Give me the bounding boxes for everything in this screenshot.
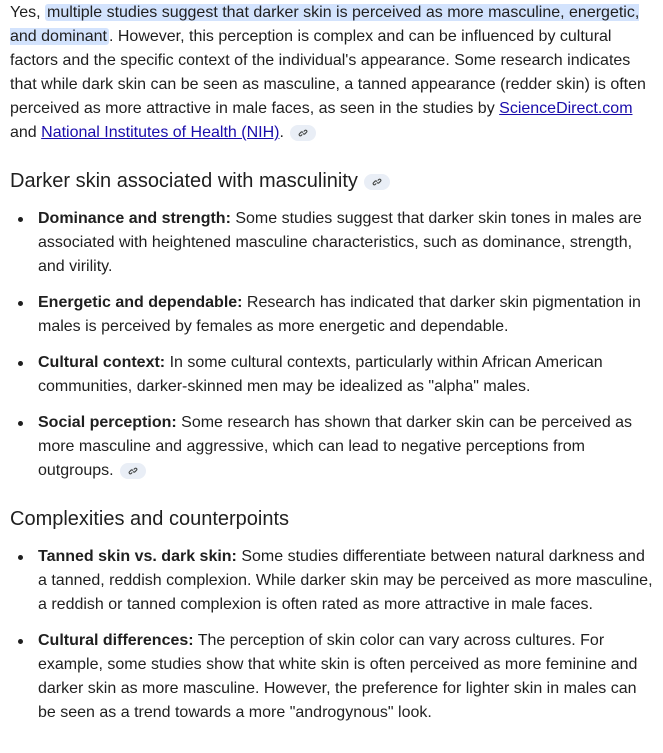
section-heading-complexities: Complexities and counterpoints [10, 508, 290, 530]
bullet [18, 217, 23, 222]
intro-body: . However, this perception is complex and can be influenced by cultural factors and the specific context of the individual's appearance. Some research indicates that while dark skin can be seen as masculine, a tanned appearance (redder skin) is often perceived as more attractive in male faces, as seen in the studies by [10, 28, 646, 117]
list-item [10, 545, 653, 617]
intro-highlight: multiple studies suggest that darker skin is perceived as more masculine, energetic, and dominant [10, 4, 640, 45]
sciencedirect-link[interactable]: ScienceDirect.com [499, 100, 633, 117]
complexities-list [10, 545, 653, 725]
item-text: Some studies suggest that darker skin tones in males are associated with heightened masculine characteristics, such as dominance, strength, and virility. [38, 210, 642, 275]
masculinity-list [10, 207, 653, 483]
item-text: In some cultural contexts, particularly within African American communities, darker-skinned men may be idealized as "alpha" males. [38, 354, 603, 395]
item-text: Research has indicated that darker skin pigmentation in males is perceived by females as more energetic and dependable. [38, 294, 641, 335]
source-link-button[interactable] [290, 125, 316, 141]
bullet [18, 301, 23, 306]
nih-link[interactable]: National Institutes of Health (NIH) [41, 124, 280, 141]
item-text: Some research has shown that darker skin can be perceived as more masculine and aggressive, which can lead to negative perceptions from outgroups. [38, 414, 633, 479]
link-icon [127, 465, 139, 477]
intro-and: and [10, 124, 42, 141]
section-heading-masculinity [10, 167, 653, 195]
item-text: Some studies differentiate between natural darkness and a tanned, reddish complexion. While darker skin may be perceived as more masculine, a reddish or tanned complexion is often rated as more attractive in male faces. [38, 548, 653, 613]
bullet [18, 555, 23, 560]
list-item [10, 291, 653, 339]
list-item [10, 207, 653, 279]
item-title: Tanned skin vs. dark skin: [38, 548, 237, 565]
bullet [18, 639, 23, 644]
item-text: The perception of skin color can vary across cultures. For example, some studies show that white skin is often perceived as more feminine and darker skin as more masculine. However, the preference for lighter skin in males can be seen as a trend towards a more "androgynous" look. [38, 632, 638, 721]
bullet [18, 421, 23, 426]
source-link-button[interactable] [364, 174, 390, 190]
intro-lead: Yes, [10, 4, 45, 21]
link-icon [297, 127, 309, 139]
item-title: Cultural context: [38, 354, 166, 371]
list-item [10, 411, 653, 483]
item-title: Cultural differences: [38, 632, 194, 649]
item-title: Energetic and dependable: [38, 294, 243, 311]
source-link-button[interactable] [120, 463, 146, 479]
bullet [18, 361, 23, 366]
item-title: Social perception: [38, 414, 177, 431]
link-icon [371, 176, 383, 188]
list-item [10, 629, 653, 725]
section-heading-text: Darker skin associated with masculinity [10, 170, 358, 192]
intro-end: . [279, 124, 284, 141]
item-title: Dominance and strength: [38, 210, 231, 227]
intro-paragraph [10, 0, 653, 145]
list-item [10, 351, 653, 399]
